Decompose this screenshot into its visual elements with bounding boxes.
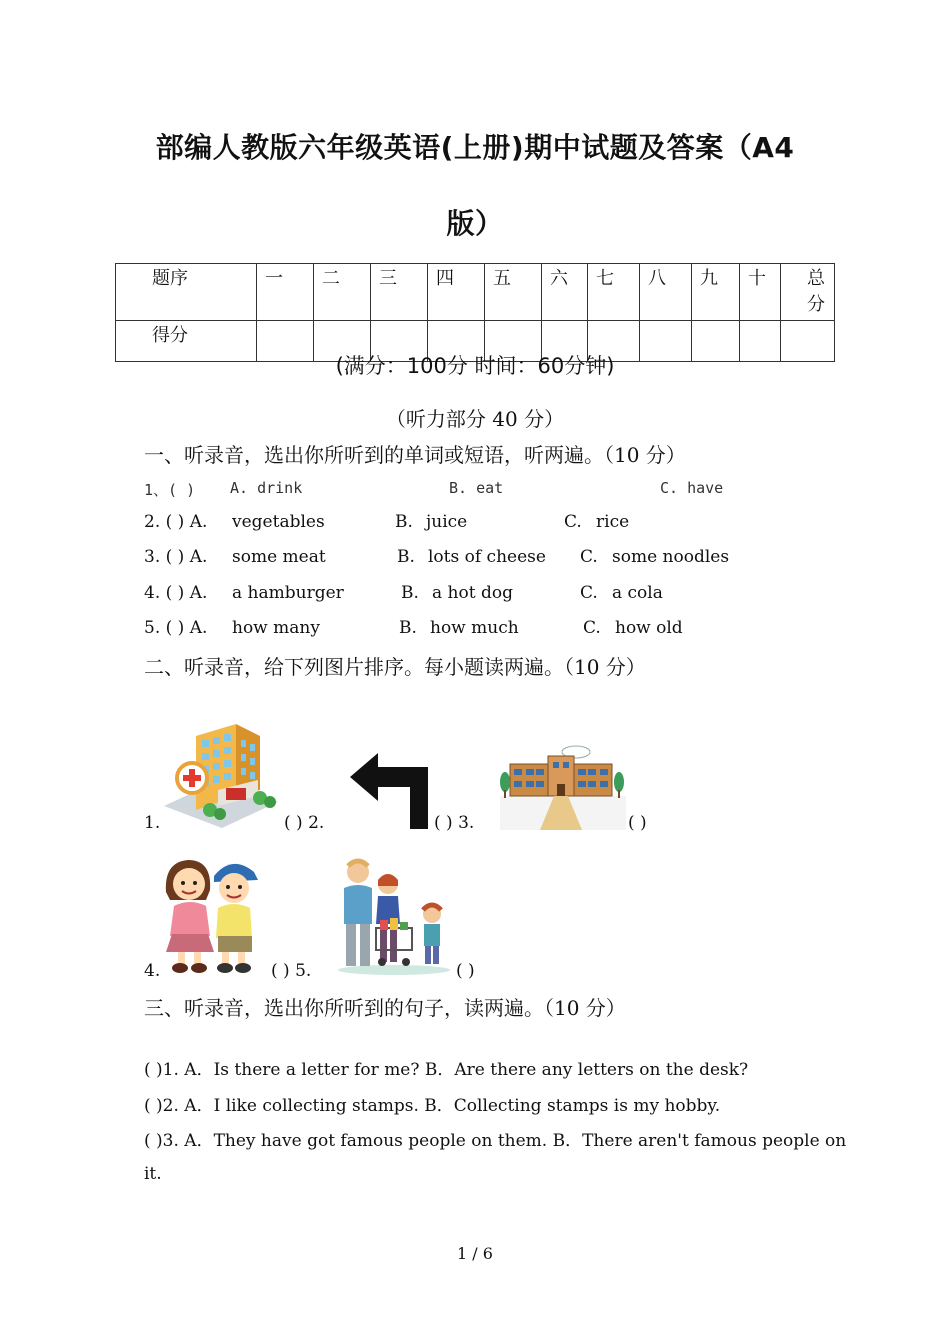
question-1-option-c: C. have xyxy=(660,479,724,497)
score-header-cell: 九 xyxy=(692,264,740,321)
score-header-cell: 十 xyxy=(740,264,781,321)
document-title-line2: 版） xyxy=(446,207,504,240)
option-c: how old xyxy=(615,618,683,638)
question-prefix: 5. ( ) A. xyxy=(144,618,208,638)
family-shopping-icon xyxy=(336,858,452,976)
option-b-label: B. xyxy=(397,547,415,567)
listening-part-label: （听力部分 40 分） xyxy=(385,407,565,431)
hospital-icon xyxy=(160,718,280,830)
score-header-cell: 八 xyxy=(640,264,692,321)
question-prefix: 4. ( ) A. xyxy=(144,583,208,603)
option-b-label: B. xyxy=(399,618,417,638)
option-a: a hamburger xyxy=(232,583,344,603)
question-1-option-b: B. eat xyxy=(449,479,504,497)
score-header-cell: 六 xyxy=(542,264,588,321)
score-row-label: 得分 xyxy=(116,321,257,362)
score-header-cell: 五 xyxy=(485,264,542,321)
question-prefix: 2. ( ) A. xyxy=(144,512,208,532)
question-1 xyxy=(144,479,804,501)
question-1-prefix: 1、( ) xyxy=(144,481,196,499)
question-3 xyxy=(144,547,804,571)
score-header-cell: 一 xyxy=(257,264,314,321)
turn-left-arrow-icon xyxy=(348,751,430,829)
section3-question-2: ( )2. A．I like collecting stamps. B．Collecting stamps is my hobby. xyxy=(144,1096,721,1116)
picture-label-3: ( ) 3. xyxy=(434,813,475,833)
question-5 xyxy=(144,618,804,642)
score-header-cell: 题序 xyxy=(116,264,257,321)
section3-question-1: ( )1. A．Is there a letter for me? B．Are there any letters on the desk? xyxy=(144,1060,749,1080)
section3-heading: 三、听录音，选出你所听到的句子，读两遍。（10 分） xyxy=(144,996,626,1020)
picture-answer-5: ( ) xyxy=(456,961,475,981)
option-c: a cola xyxy=(612,583,663,603)
score-table xyxy=(115,263,835,362)
score-header-cell: 二 xyxy=(314,264,371,321)
question-prefix: 3. ( ) A. xyxy=(144,547,208,567)
option-c-label: C. xyxy=(564,512,582,532)
question-4 xyxy=(144,583,804,607)
section3-question-3-continued: it. xyxy=(144,1164,162,1184)
question-1-option-a: A. drink xyxy=(230,479,303,497)
two-children-icon xyxy=(162,856,268,976)
picture-label-1: 1. xyxy=(144,813,161,833)
score-header-cell: 三 xyxy=(371,264,428,321)
option-a: how many xyxy=(232,618,320,638)
option-b: how much xyxy=(430,618,519,638)
section2-heading: 二、听录音，给下列图片排序。每小题读两遍。（10 分） xyxy=(144,655,646,679)
section1-heading: 一、听录音，选出你所听到的单词或短语，听两遍。（10 分） xyxy=(144,443,686,467)
score-header-cell: 四 xyxy=(428,264,485,321)
option-b-label: B. xyxy=(395,512,413,532)
score-header-cell: 总分 xyxy=(781,264,835,321)
option-b-label: B. xyxy=(401,583,419,603)
score-table-header-row xyxy=(116,264,835,321)
option-c: rice xyxy=(596,512,630,532)
option-a: some meat xyxy=(232,547,326,567)
school-building-icon xyxy=(498,742,628,830)
picture-answer-3: ( ) xyxy=(628,813,647,833)
option-b: juice xyxy=(426,512,468,532)
score-header-cell: 七 xyxy=(588,264,640,321)
document-title-line1: 部编人教版六年级英语(上册)期中试题及答案（A4 xyxy=(155,131,795,164)
option-b: a hot dog xyxy=(432,583,513,603)
section3-question-3: ( )3. A．They have got famous people on them. B．There aren't famous people on xyxy=(144,1131,847,1151)
picture-label-4: 4. xyxy=(144,961,161,981)
full-marks-info: (满分：100分 时间：60分钟) xyxy=(335,354,615,378)
option-c-label: C. xyxy=(580,583,598,603)
option-c-label: C. xyxy=(580,547,598,567)
option-c-label: C. xyxy=(583,618,601,638)
picture-label-2: ( ) 2. xyxy=(284,813,325,833)
page-number: 1 / 6 xyxy=(457,1244,493,1263)
option-b: lots of cheese xyxy=(428,547,546,567)
question-2 xyxy=(144,512,804,536)
option-a: vegetables xyxy=(232,512,325,532)
option-c: some noodles xyxy=(612,547,730,567)
picture-label-5: ( ) 5. xyxy=(271,961,312,981)
